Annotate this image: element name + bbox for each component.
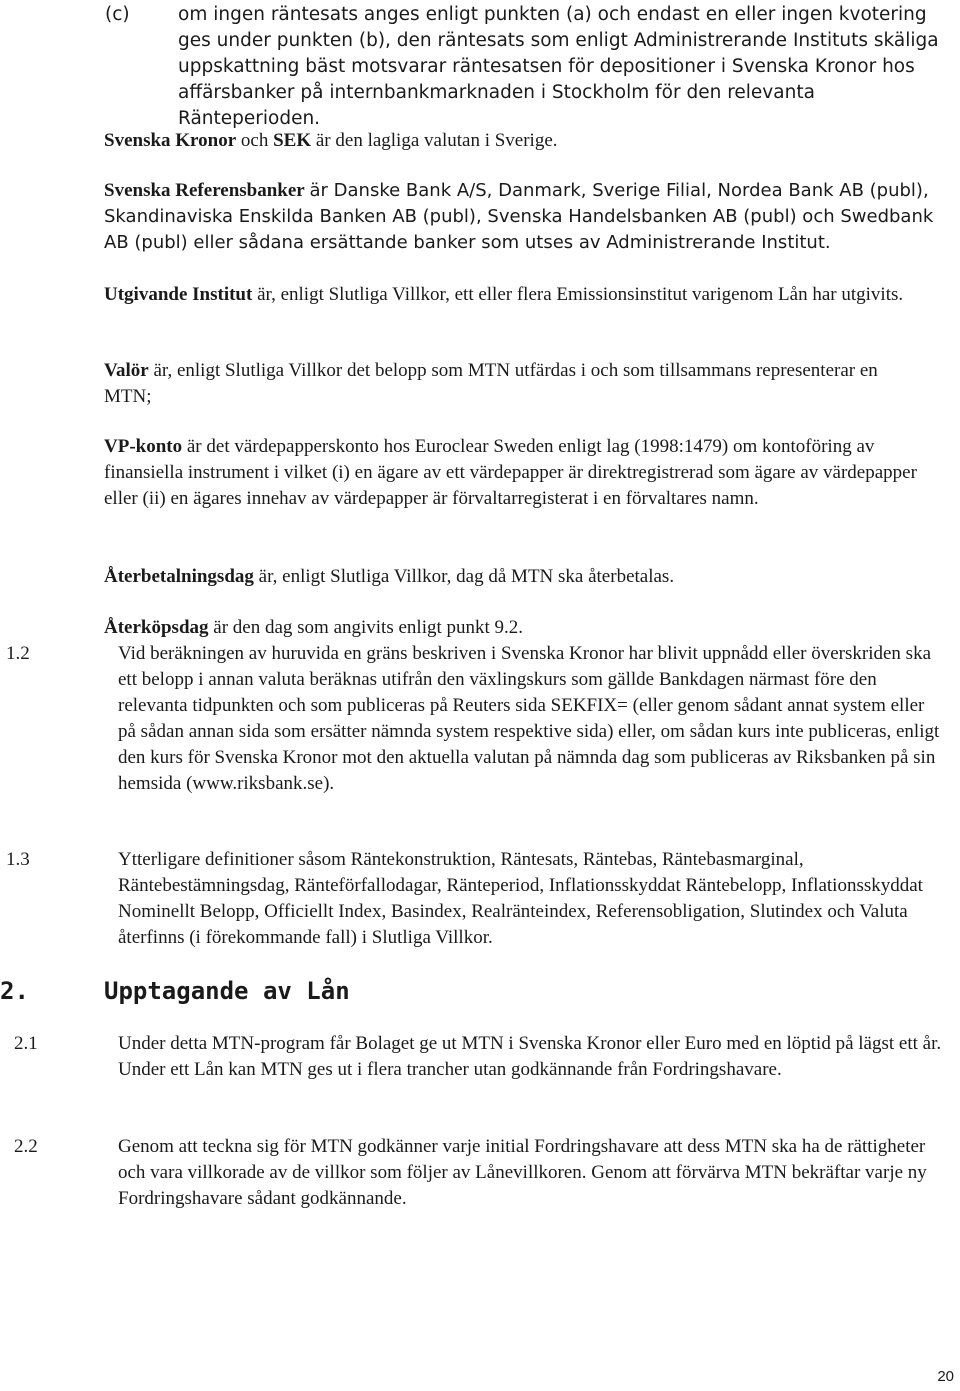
defined-term: SEK [273,130,312,151]
defined-term: Svenska Referensbanker [104,180,305,201]
defined-term: VP-konto [104,436,183,457]
section-1-2-text: Vid beräkningen av huruvida en gräns beskriven i Svenska Kronor har blivit uppnådd eller överskriden ska ett belopp i annan valuta beräknas utifrån den växlingskurs som gällde Bankdagen närmast före den relevanta tidpunkten och som publiceras på Reuters sida SEKFIX= (eller genom sådant annat system eller på sådan annan sida som ersätter nämnda system respektive sida) eller, om sådan kurs inte publiceras, enligt den kurs för Svenska Kronor mot den aktuella valutan på nämnda dag som publiceras av Riksbanken på sin hemsida (www.riksbank.se). [118,643,940,794]
definition-aterkopsdag [104,615,904,641]
definition-text: är Danske Bank A/S, Danmark, Sverige Filial, Nordea Bank AB (publ), Skandinaviska Enskilda Banken AB (publ), Svenska Handelsbanken AB (publ) och Swedbank AB (publ) eller sådana ersättande banker som utses av Administrerande Institut. [104,180,934,253]
definition-text: är den dag som angivits enligt punkt 9.2. [213,617,524,638]
definition-text: är, enligt Slutliga Villkor det belopp som MTN utfärdas i och som tillsammans representerar en MTN; [104,360,878,407]
defined-term: Återköpsdag [104,617,209,638]
conjunction: och [240,130,269,151]
definition-sek [104,128,924,154]
definition-utgivande-institut [104,282,934,308]
definition-text: är, enligt Slutliga Villkor, dag då MTN ska återbetalas. [258,566,675,587]
item-c-label: (c) [105,4,130,25]
defined-term: Valör [104,360,149,381]
item-c-text: om ingen räntesats anges enligt punkten (a) och endast en eller ingen kvotering ges under punkten (b), den räntesats som enligt Administrerande Instituts skäliga uppskattning bäst motsvarar räntesatsen för depositioner i Svenska Kronor hos affärsbanker på internbankmarknaden i Stockholm för den relevanta Ränteperioden. [178,4,939,129]
defined-term: Utgivande Institut [104,284,253,305]
definition-aterbetalningsdag [104,564,904,590]
section-number: 1.2 [6,643,30,664]
definition-valor [104,358,904,410]
definition-text: är det värdepapperskonto hos Euroclear Sweden enligt lag (1998:1479) om kontoföring av finansiella instrument i vilket (i) en ägare av ett värdepapper är direktregistrerad som ägare av värdepapper eller (ii) en ägares innehav av värdepapper är förvaltarregisterat i en förvaltares namn. [104,436,917,509]
defined-term: Återbetalningsdag [104,566,254,587]
definition-text: är den lagliga valutan i Sverige. [315,130,558,151]
section-number: 2.1 [14,1033,38,1054]
defined-term: Svenska Kronor [104,130,237,151]
page-number: 20 [937,1368,954,1385]
section-2-2-text: Genom att teckna sig för MTN godkänner varje initial Fordringshavare att dess MTN ska ha de rättigheter och vara villkorade av de villkor som följer av Lånevillkoren. Genom att förvärva MTN bekräftar varje ny Fordringshavare sådant godkännande. [118,1136,927,1209]
section-1-3-text: Ytterligare definitioner såsom Räntekonstruktion, Räntesats, Räntebas, Räntebasmarginal, Räntebestämningsdag, Ränteförfallodagar, Ränteperiod, Inflationsskyddat Räntebelopp, Inflationsskyddat Nominellt Belopp, Officiellt Index, Basindex, Realränteindex, Referensobligation, Slutindex och Valuta återfinns (i förekommande fall) i Slutliga Villkor. [118,849,923,948]
definition-vp-konto [104,434,922,512]
section-heading-number: 2. [0,977,29,1005]
section-2-1-text: Under detta MTN-program får Bolaget ge ut MTN i Svenska Kronor eller Euro med en löptid på lägst ett år. Under ett Lån kan MTN ges ut i flera trancher utan godkännande från Fordringshavare. [118,1033,942,1080]
section-number: 1.3 [6,849,30,870]
section-heading-title: Upptagande av Lån [104,977,350,1005]
section-number: 2.2 [14,1136,38,1157]
definition-referensbanker [104,178,942,256]
definition-text: är, enligt Slutliga Villkor, ett eller flera Emissionsinstitut varigenom Lån har utgivits. [257,284,904,305]
